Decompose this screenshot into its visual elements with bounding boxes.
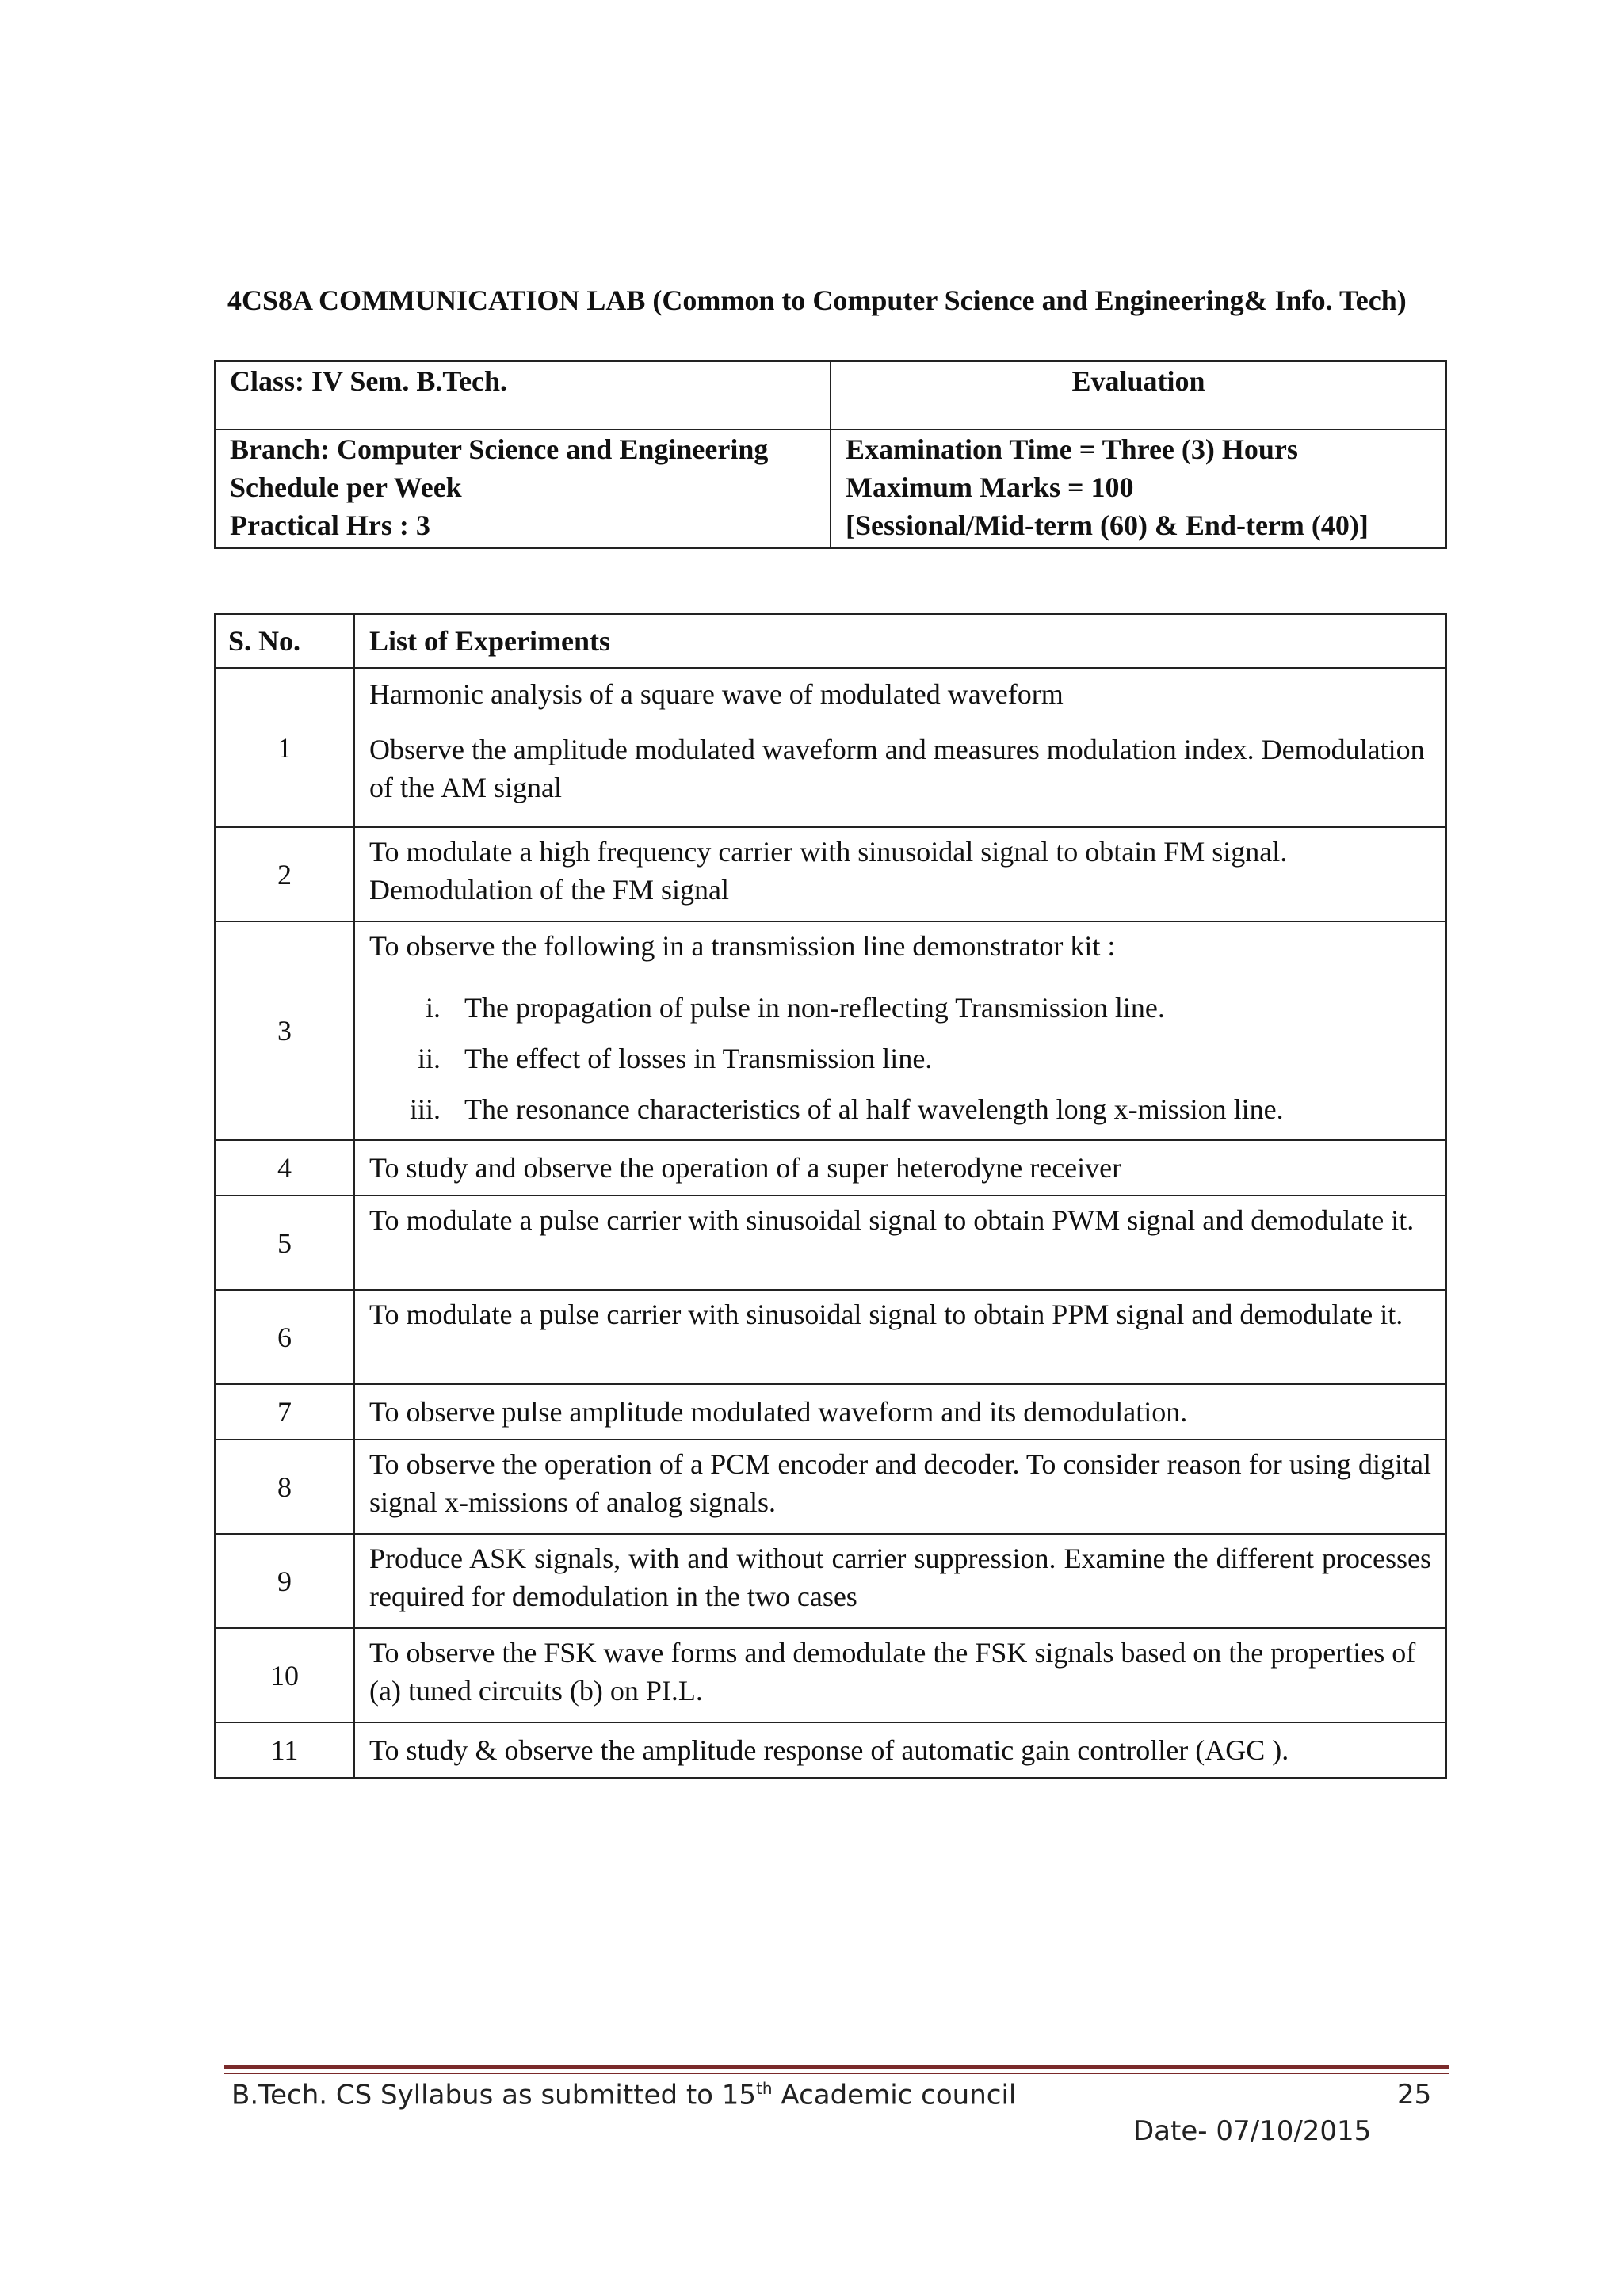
sno-header: S. No.	[215, 614, 354, 668]
sno-cell: 10	[215, 1628, 354, 1722]
experiment-text: To study and observe the operation of a super heterodyne receiver	[369, 1152, 1122, 1184]
list-item-number: iii.	[409, 1093, 441, 1125]
experiment-text: To modulate a pulse carrier with sinusoidal signal to obtain PPM signal and demodulate it.	[369, 1299, 1403, 1330]
experiment-text: To observe pulse amplitude modulated waveform and its demodulation.	[369, 1396, 1188, 1428]
list-item-number: ii.	[417, 1043, 441, 1074]
list-item-text: The resonance characteristics of al half wavelength long x-mission line.	[464, 1093, 1284, 1125]
evaluation-details-cell	[831, 429, 1446, 548]
experiment-cell	[354, 1140, 1446, 1196]
sno-cell: 1	[215, 668, 354, 827]
experiment-cell	[354, 1722, 1446, 1778]
experiment-cell	[354, 1628, 1446, 1722]
experiment-cell	[354, 921, 1446, 1140]
experiment-cell	[354, 827, 1446, 921]
page-number: 25	[1397, 2079, 1432, 2111]
schedule-text: Schedule per Week	[230, 471, 462, 503]
sno-cell: 3	[215, 921, 354, 1140]
experiment-cell	[354, 1196, 1446, 1290]
experiment-text: To observe the operation of a PCM encoder and decoder. To consider reason for using digital signal x-missions of analog signals.	[369, 1448, 1431, 1518]
table-row	[215, 1384, 1446, 1440]
footer-rule	[224, 2065, 1449, 2069]
table-row	[215, 1722, 1446, 1778]
footer-date: Date- 07/10/2015	[1133, 2115, 1372, 2147]
exam-time-text: Examination Time = Three (3) Hours	[846, 433, 1298, 465]
sno-cell: 2	[215, 827, 354, 921]
evaluation-label: Evaluation	[1071, 365, 1205, 397]
sno-cell: 9	[215, 1534, 354, 1628]
list-item	[369, 1039, 1431, 1077]
footer-text-before: B.Tech. CS Syllabus as submitted to 15	[231, 2079, 757, 2111]
table-row	[215, 1628, 1446, 1722]
class-label: Class: IV Sem. B.Tech.	[230, 365, 508, 397]
list-item	[369, 1090, 1431, 1128]
table-row	[215, 1196, 1446, 1290]
experiments-header: List of Experiments	[354, 614, 1446, 668]
experiment-text: To modulate a pulse carrier with sinusoidal signal to obtain PWM signal and demodulate it.	[369, 1204, 1415, 1236]
footer-text-after: Academic council	[772, 2079, 1017, 2111]
table-header-row	[215, 614, 1446, 668]
experiment-text: Harmonic analysis of a square wave of modulated waveform	[369, 678, 1064, 710]
sno-cell: 4	[215, 1140, 354, 1196]
experiment-text: Produce ASK signals, with and without carrier suppression. Examine the different processes required for demodulation in the two cases	[369, 1543, 1431, 1612]
experiment-cell	[354, 1384, 1446, 1440]
list-item	[369, 989, 1431, 1027]
sno-cell: 7	[215, 1384, 354, 1440]
course-info-table	[214, 360, 1447, 549]
list-item-number: i.	[425, 992, 441, 1024]
table-row	[215, 1290, 1446, 1384]
sno-cell: 5	[215, 1196, 354, 1290]
list-item-text: The effect of losses in Transmission line.	[464, 1043, 933, 1074]
footer-rule-thin	[224, 2073, 1449, 2074]
table-row	[215, 827, 1446, 921]
table-row	[215, 668, 1446, 827]
experiment-text: To observe the following in a transmission line demonstrator kit :	[369, 930, 1116, 962]
footer-sup: th	[756, 2079, 773, 2098]
table-row	[215, 1534, 1446, 1628]
experiment-cell	[354, 668, 1446, 827]
experiment-text: To observe the FSK wave forms and demodulate the FSK signals based on the properties of (a) tuned circuits (b) on PI.L.	[369, 1637, 1416, 1707]
experiments-table	[214, 613, 1447, 1779]
experiment-cell	[354, 1534, 1446, 1628]
experiment-text: Observe the amplitude modulated waveform and measures modulation index. Demodulation of the AM signal	[369, 734, 1425, 803]
experiment-text: To study & observe the amplitude response of automatic gain controller (AGC ).	[369, 1734, 1289, 1766]
experiment-cell	[354, 1290, 1446, 1384]
branch-cell	[215, 429, 831, 548]
experiment-text: To modulate a high frequency carrier with sinusoidal signal to obtain FM signal. Demodulation of the FM signal	[369, 836, 1288, 906]
experiment-cell	[354, 1440, 1446, 1534]
evaluation-header-cell	[831, 361, 1446, 429]
sno-cell: 11	[215, 1722, 354, 1778]
sno-cell: 6	[215, 1290, 354, 1384]
table-row	[215, 921, 1446, 1140]
table-row	[215, 1140, 1446, 1196]
branch-text: Branch: Computer Science and Engineering	[230, 433, 769, 465]
max-marks-text: Maximum Marks = 100	[846, 471, 1134, 503]
practical-hrs-text: Practical Hrs : 3	[230, 509, 430, 541]
page-title: 4CS8A COMMUNICATION LAB (Common to Computer Science and Engineering& Info. Tech)	[227, 284, 1407, 316]
marks-split-text: [Sessional/Mid-term (60) & End-term (40)]	[846, 509, 1369, 541]
sno-cell: 8	[215, 1440, 354, 1534]
table-row	[215, 1440, 1446, 1534]
list-item-text: The propagation of pulse in non-reflecting Transmission line.	[464, 992, 1165, 1024]
footer-syllabus-text	[231, 2079, 1016, 2111]
class-cell	[215, 361, 831, 429]
